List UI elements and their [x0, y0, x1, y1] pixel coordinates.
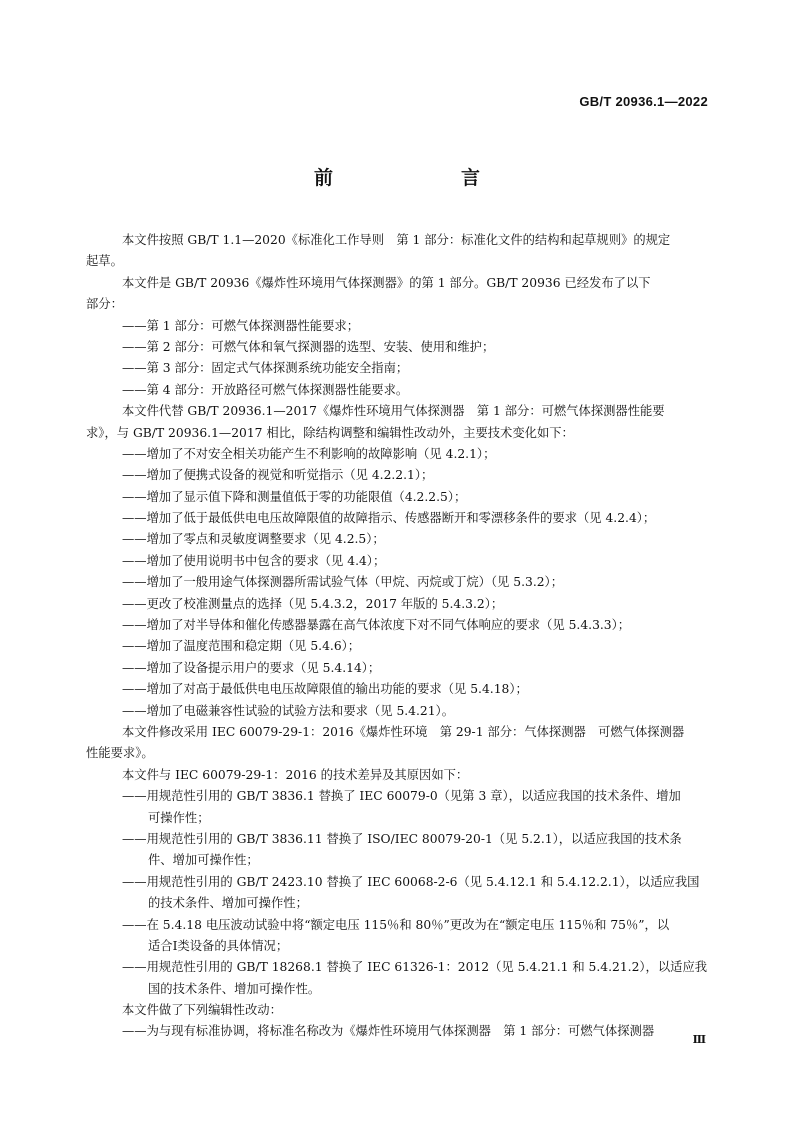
list-item-line: ——第 3 部分：固定式气体探测系统功能安全指南；: [122, 361, 409, 376]
list-item-line: ——更改了校准测量点的选择（见 5.4.3.2，2017 年版的 5.4.3.2）；: [122, 596, 504, 611]
list-item-line: ——增加了显示值下降和测量值低于零的功能限值（4.2.2.5）；: [122, 489, 467, 504]
list-item-line: ——增加了不对安全相关功能产生不利影响的故障影响（见 4.2.1）；: [122, 446, 496, 461]
list-item-line: ——增加了设备提示用户的要求（见 5.4.14）；: [122, 660, 381, 675]
list-item-line: ——第 2 部分：可燃气体和氧气探测器的选型、安装、使用和维护；: [122, 339, 495, 354]
list-item-line: ——增加了低于最低供电电压故障限值的故障指示、传感器断开和零漂移条件的要求（见 4.2.4）；: [122, 511, 656, 526]
list-item-line: ——第 4 部分：开放路径可燃气体探测器性能要求。: [122, 382, 409, 397]
list-item-line: ——为与现有标准协调，将标准名称改为《爆炸性环境用气体探测器 第 1 部分：可燃气体探测器: [122, 1024, 655, 1039]
paragraph-line: 本文件与 IEC 60079-29-1：2016 的技术差异及其原因如下：: [122, 767, 469, 782]
list-item-line: 国的技术条件、增加可操作性。: [148, 981, 321, 996]
list-item-line: 适合Ⅰ类设备的具体情况；: [148, 938, 289, 953]
list-item-line: ——用规范性引用的 GB/T 18268.1 替换了 IEC 61326-1：2012（见 5.4.21.1 和 5.4.21.2），以适应我: [122, 960, 708, 975]
list-item-line: ——增加了一般用途气体探测器所需试验气体（甲烷、丙烷或丁烷）（见 5.3.2）；: [122, 575, 563, 590]
list-item-line: 的技术条件、增加可操作性；: [148, 896, 308, 911]
page-title: 前 言: [313, 167, 510, 189]
list-item-line: ——增加了对半导体和催化传感器暴露在高气体浓度下对不同气体响应的要求（见 5.4.3.3）；: [122, 618, 631, 633]
page-number: Ⅲ: [692, 1033, 706, 1046]
paragraph-line: 本文件修改采用 IEC 60079-29-1：2016《爆炸性环境 第 29-1 部分：气体探测器 可燃气体探测器: [122, 724, 685, 739]
list-item-line: 可操作性；: [148, 810, 210, 825]
list-item-line: ——用规范性引用的 GB/T 3836.11 替换了 ISO/IEC 80079-20-1（见 5.2.1），以适应我国的技术条: [122, 831, 682, 846]
list-item-line: 件、增加可操作性；: [148, 853, 259, 868]
paragraph-line: 起草。: [86, 254, 123, 269]
list-item-line: ——增加了便携式设备的视觉和听觉指示（见 4.2.2.1）；: [122, 468, 434, 483]
list-item-line: ——第 1 部分：可燃气体探测器性能要求；: [122, 318, 359, 333]
paragraph-line: 本文件是 GB/T 20936《爆炸性环境用气体探测器》的第 1 部分。GB/T 20936 已经发布了以下: [122, 275, 651, 290]
paragraph-line: 求》，与 GB/T 20936.1—2017 相比，除结构调整和编辑性改动外，主要技术变化如下：: [86, 425, 574, 440]
paragraph-line: 本文件按照 GB/T 1.1—2020《标准化工作导则 第 1 部分：标准化文件的结构和起草规则》的规定: [122, 233, 671, 247]
paragraph-line: 性能要求》。: [86, 746, 154, 761]
list-item-line: ——增加了温度范围和稳定期（见 5.4.6）；: [122, 639, 361, 654]
list-item-line: ——增加了使用说明书中包含的要求（见 4.4）；: [122, 553, 386, 568]
paragraph-line: 本文件代替 GB/T 20936.1—2017《爆炸性环境用气体探测器 第 1 部分：可燃气体探测器性能要: [122, 404, 665, 419]
list-item-line: ——增加了零点和灵敏度调整要求（见 4.2.5）；: [122, 532, 385, 547]
paragraph-line: 部分：: [86, 297, 123, 312]
list-item-line: ——用规范性引用的 GB/T 3836.1 替换了 IEC 60079-0（见第 3 章），以适应我国的技术条件、增加: [122, 789, 681, 804]
document-body: [86, 230, 710, 1043]
list-item-line: ——用规范性引用的 GB/T 2423.10 替换了 IEC 60068-2-6（见 5.4.12.1 和 5.4.12.2.1），以适应我国: [122, 874, 700, 889]
list-item-line: ——增加了对高于最低供电电压故障限值的输出功能的要求（见 5.4.18）；: [122, 682, 528, 697]
list-item-line: ——增加了电磁兼容性试验的试验方法和要求（见 5.4.21）。: [122, 703, 454, 718]
standard-code: GB/T 20936.1—2022: [579, 94, 708, 109]
paragraph-line: 本文件做了下列编辑性改动：: [122, 1003, 282, 1018]
list-item-line: ——在 5.4.18 电压波动试验中将“额定电压 115％和 80％”更改为在“额定电压 115％和 75％”，以: [122, 917, 670, 932]
